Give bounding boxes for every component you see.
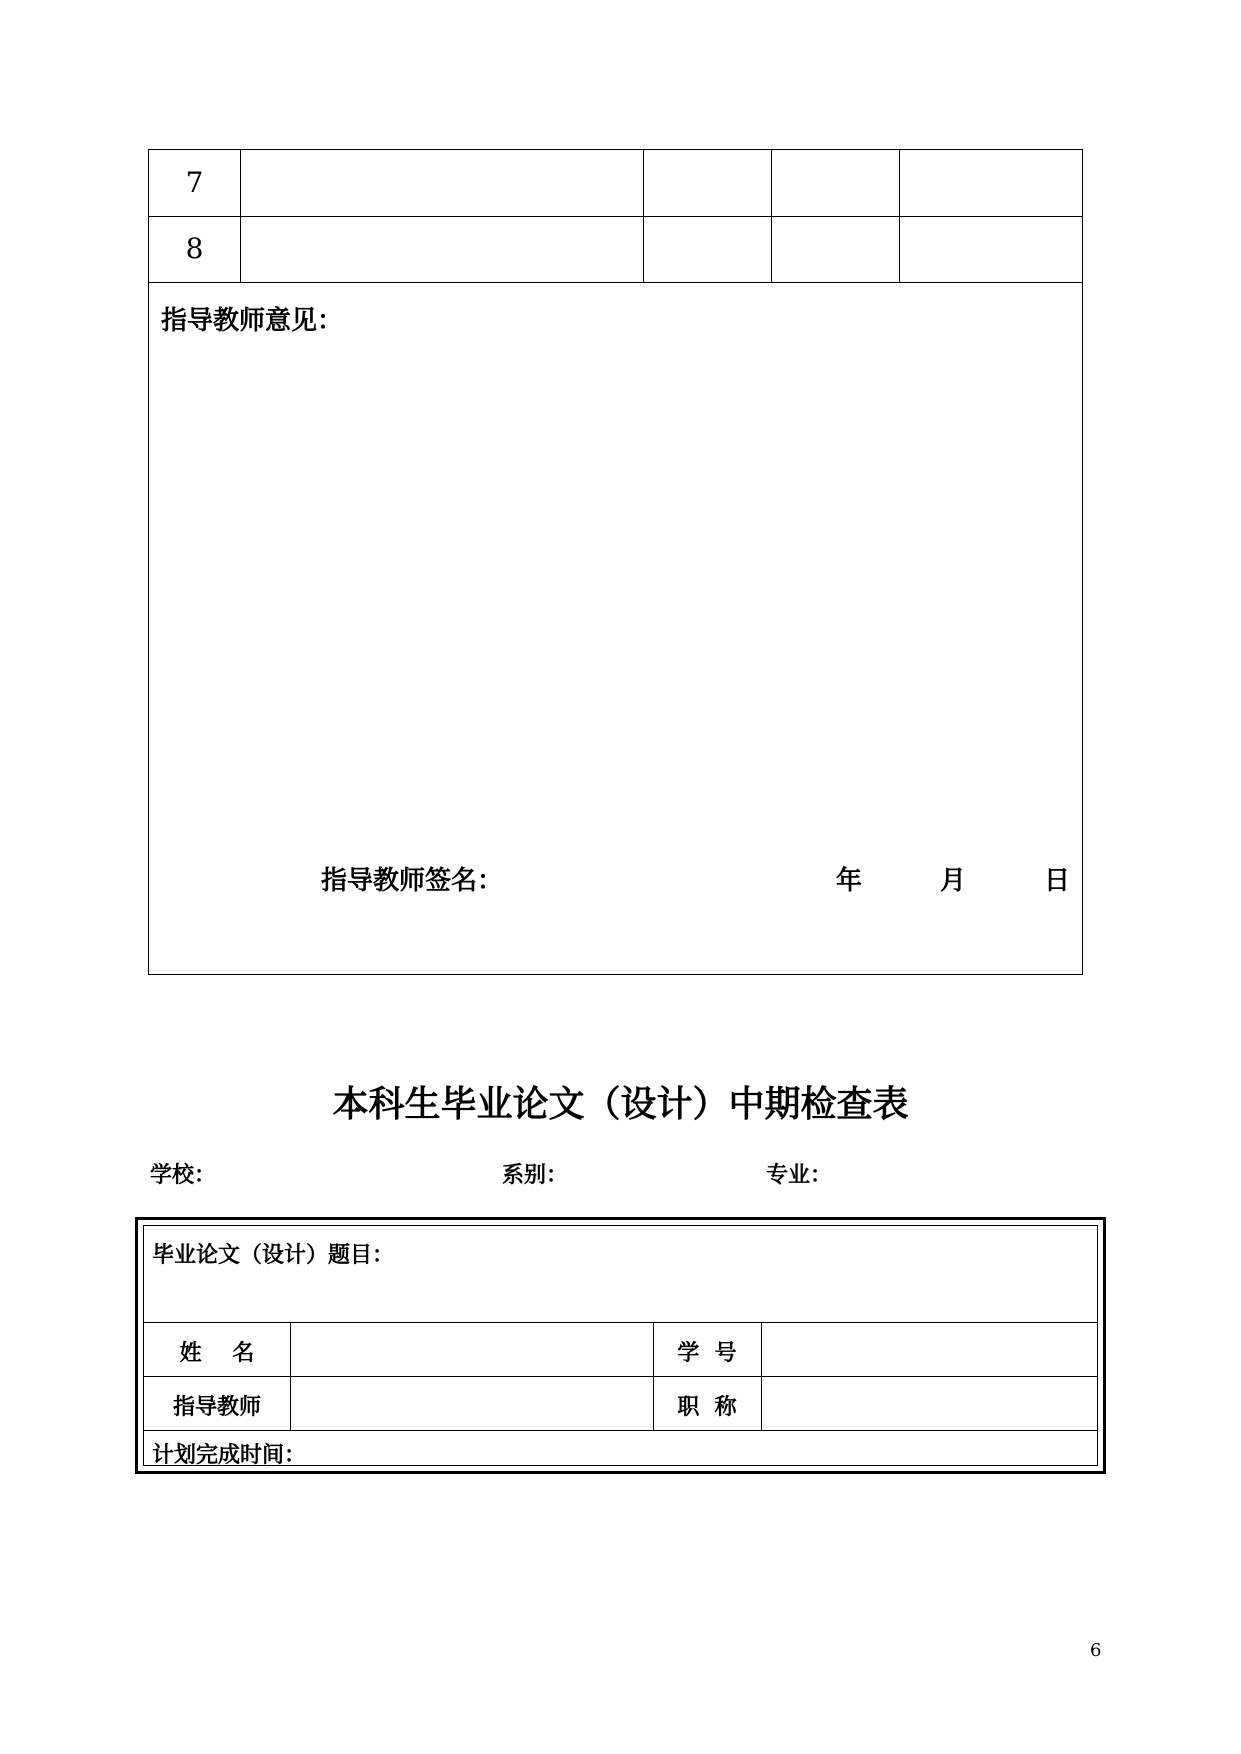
student-id-label: 学 号 [677, 1341, 737, 1366]
row-number-8: 8 [185, 232, 204, 265]
midterm-check-table [135, 1217, 1106, 1474]
row-divider [144, 1430, 1097, 1431]
major-label: 专业： [766, 1163, 833, 1188]
page-number: 6 [1090, 1640, 1102, 1661]
professional-title-label: 职 称 [677, 1395, 737, 1420]
school-label: 学校： [150, 1163, 217, 1188]
advisor-opinion-label: 指导教师意见： [161, 306, 344, 336]
thesis-topic-label: 毕业论文（设计）题目： [152, 1243, 395, 1268]
row-divider [144, 1376, 1097, 1377]
column-divider [290, 1322, 291, 1430]
advisor-signature-label: 指导教师签名： [321, 866, 504, 896]
date-month-label: 月 [940, 866, 967, 896]
date-year-label: 年 [836, 866, 863, 896]
name-label: 姓 名 [179, 1341, 255, 1366]
column-divider [761, 1322, 762, 1430]
date-day-label: 日 [1044, 866, 1071, 896]
planned-completion-time-label: 计划完成时间： [152, 1443, 307, 1468]
advisor-label: 指导教师 [172, 1395, 261, 1420]
department-label: 系别： [502, 1163, 569, 1188]
column-divider [771, 150, 772, 282]
row-divider [149, 282, 1082, 283]
column-divider [240, 150, 241, 282]
row-number-7: 7 [185, 166, 204, 199]
column-divider [643, 150, 644, 282]
row-divider [144, 1322, 1097, 1323]
row-divider [149, 216, 1082, 217]
form-title: 本科生毕业论文（设计）中期检查表 [332, 1084, 909, 1125]
table-inner-border [143, 1225, 1098, 1466]
progress-table [148, 149, 1083, 975]
column-divider [899, 150, 900, 282]
